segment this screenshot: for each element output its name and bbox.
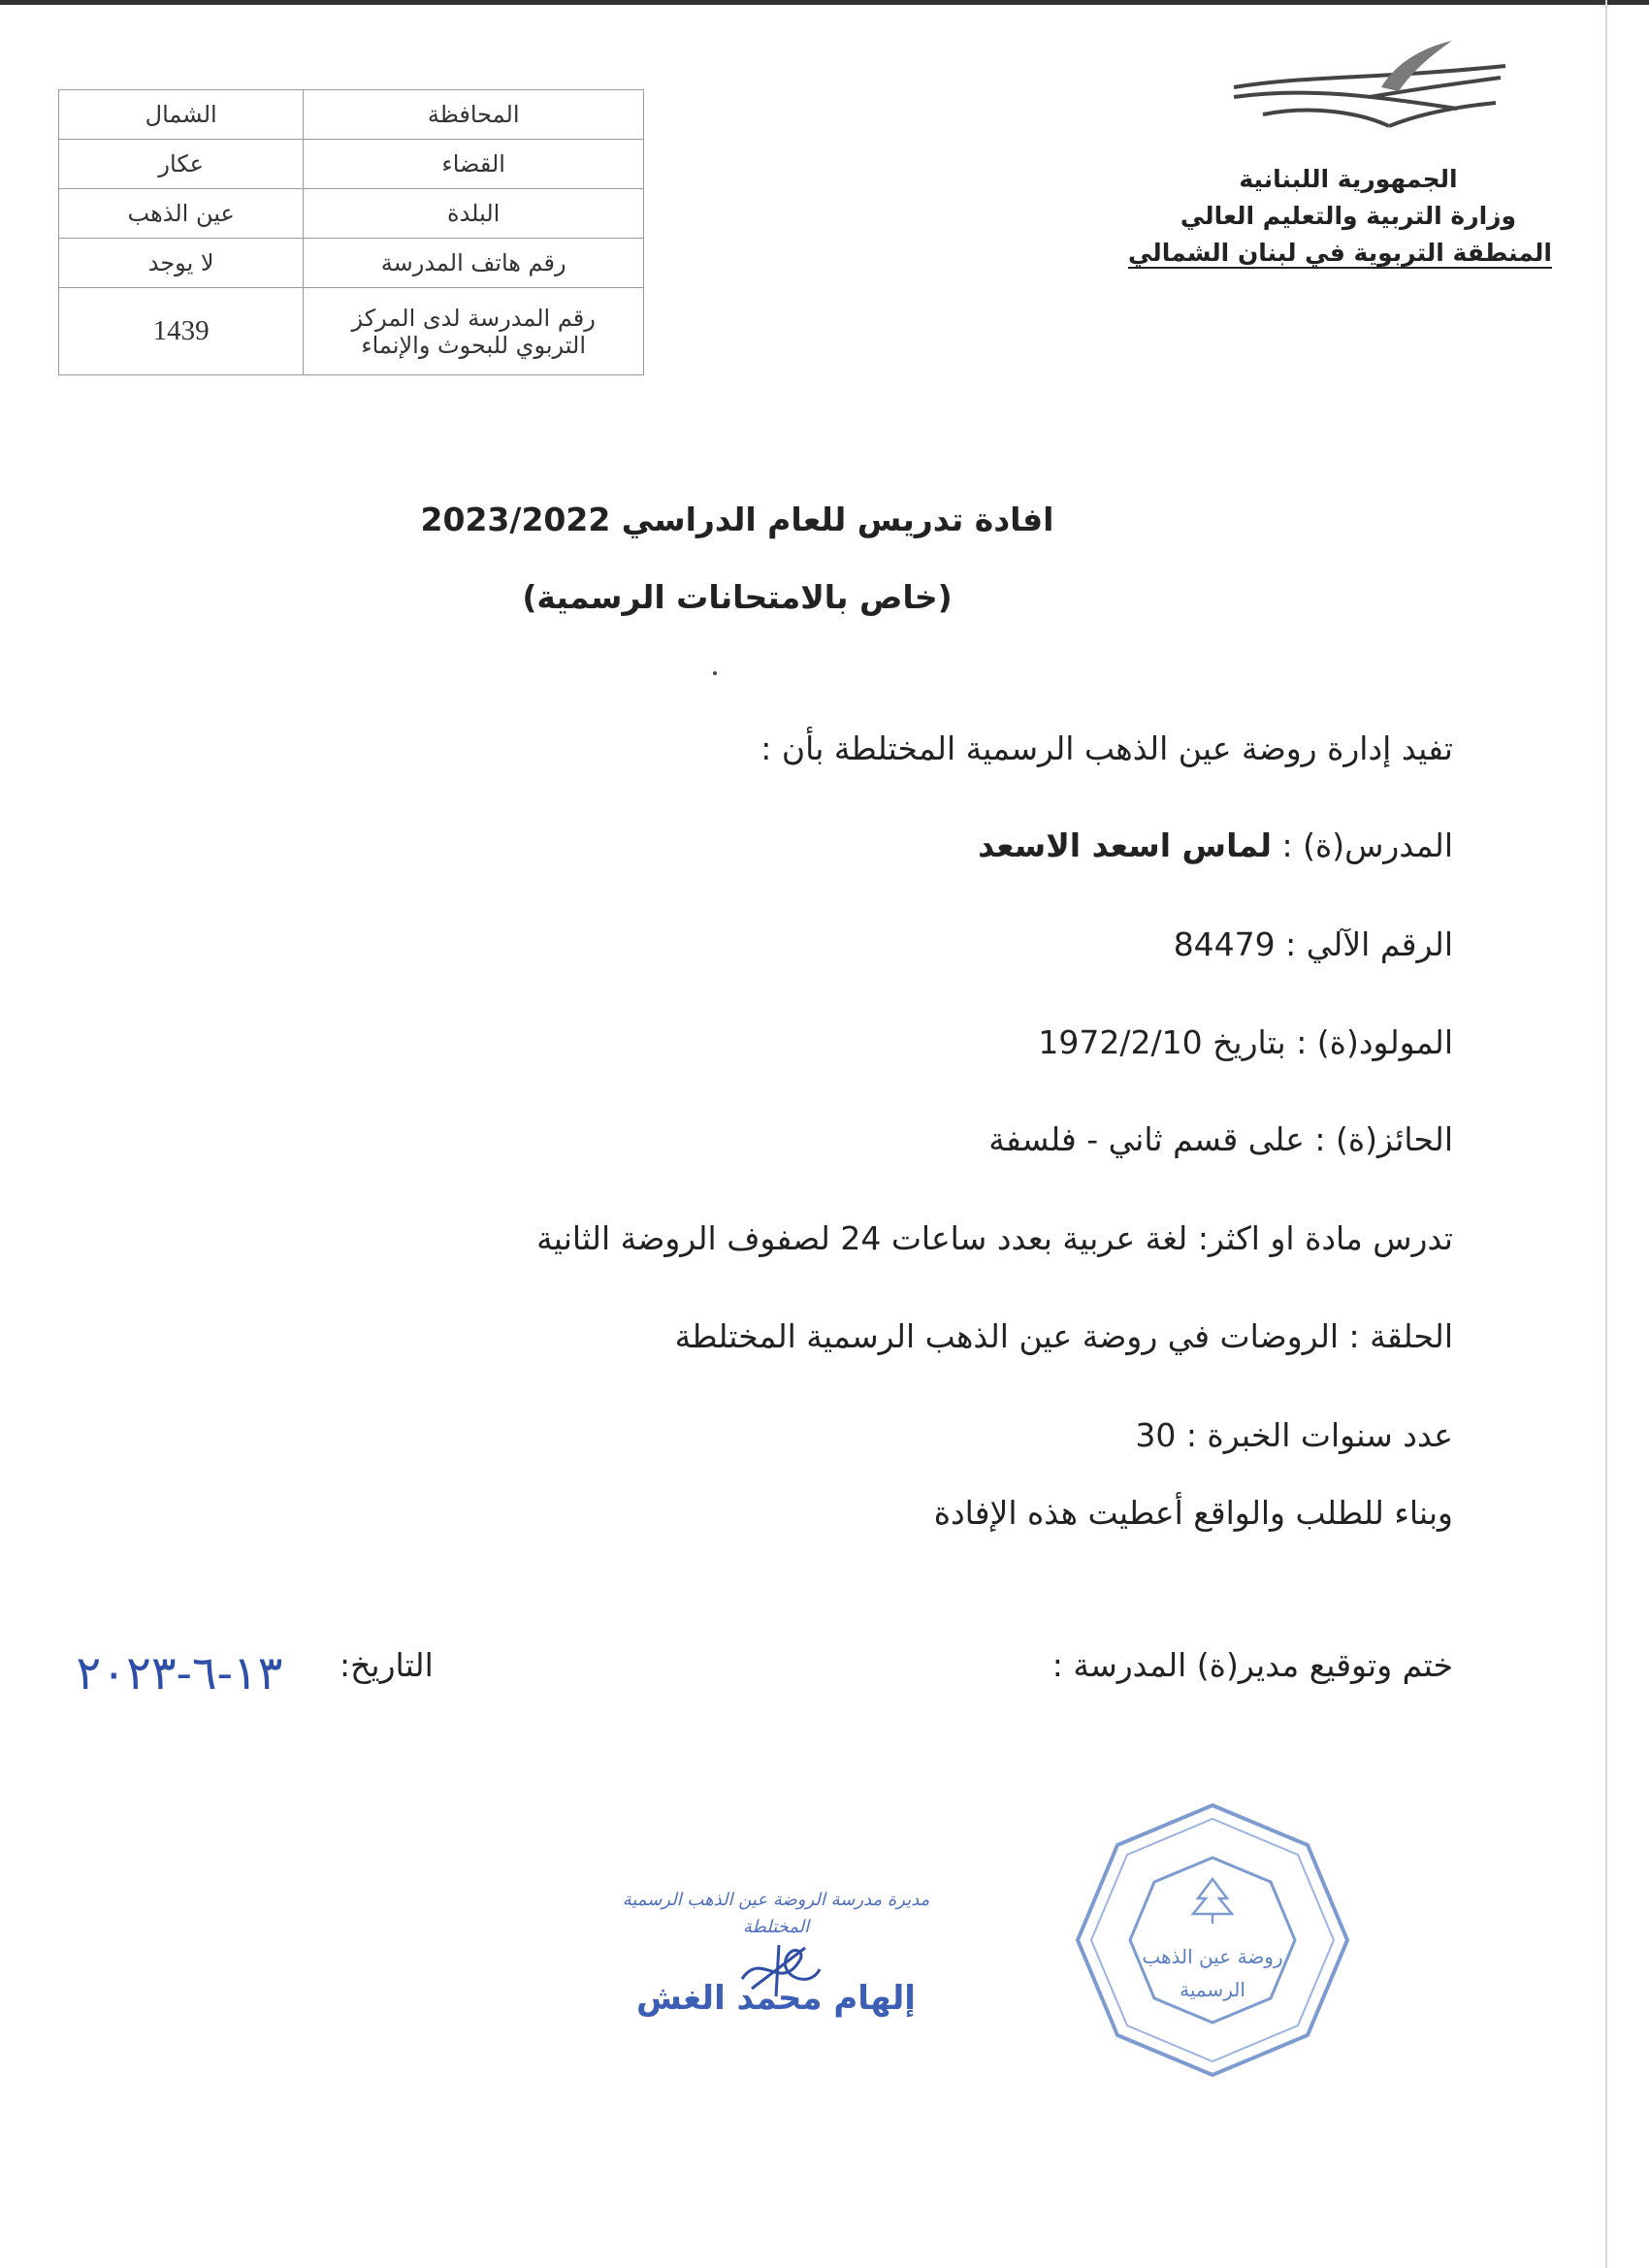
school-phone-value: لا يوجد	[59, 239, 304, 288]
table-row	[59, 140, 644, 189]
republic-name: الجمهورية اللبنانية	[1239, 165, 1458, 193]
experience-label: عدد سنوات الخبرة :	[1185, 1416, 1453, 1454]
teacher-name: لماس اسعد الاسعد	[978, 826, 1272, 864]
handwritten-date: ١٣-٦-٢٠٢٣	[76, 1646, 283, 1701]
governorate-value: الشمال	[59, 90, 304, 140]
principal-name: إلهام محمد الغش	[636, 1979, 916, 2018]
stamp-center-text	[1130, 1940, 1295, 2006]
table-row	[59, 189, 644, 239]
stray-dot	[713, 671, 717, 675]
scan-right-edge	[1605, 0, 1607, 2268]
subject-line: تدرس مادة او اكثر: لغة عربية بعدد ساعات 24 لصفوف الروضة الثانية	[536, 1219, 1453, 1257]
table-row	[59, 239, 644, 288]
ministry-name: وزارة التربية والتعليم العالي	[1180, 202, 1517, 230]
school-number-label-line2: التربوي للبحوث والإنماء	[361, 331, 586, 359]
birth-label: المولود(ة) : بتاريخ	[1212, 1023, 1453, 1061]
school-info-table	[58, 89, 644, 375]
town-label: البلدة	[304, 189, 644, 239]
closing-line: وبناء للطلب والواقع أعطيت هذه الإفادة	[933, 1494, 1453, 1532]
cedar-icon	[1193, 1879, 1232, 1924]
teacher-label: المدرس(ة) :	[1281, 826, 1453, 864]
signature-label: ختم وتوقيع مدير(ة) المدرسة :	[1051, 1646, 1453, 1684]
table-row	[59, 288, 644, 375]
document-subtitle: (خاص بالامتحانات الرسمية)	[522, 578, 953, 616]
scan-top-edge	[0, 0, 1649, 5]
intro-line: تفيد إدارة روضة عين الذهب الرسمية المختلطة بأن :	[760, 729, 1453, 767]
auto-number-value: 84479	[1173, 925, 1276, 963]
date-label: التاريخ:	[340, 1646, 434, 1684]
school-number-label	[304, 288, 644, 375]
region-name: المنطقة التربوية في لبنان الشمالي	[1128, 239, 1552, 267]
teacher-line	[978, 826, 1453, 864]
principal-title	[601, 1887, 951, 1941]
birth-date: 1972/2/10	[1038, 1023, 1203, 1061]
auto-number-line	[1174, 925, 1453, 963]
date-field	[29, 1642, 456, 1710]
table-row	[59, 90, 644, 140]
birth-line	[1038, 1023, 1453, 1061]
principal-title-line1: مديرة مدرسة الروضة عين الذهب الرسمية	[622, 1890, 930, 1910]
experience-value: 30	[1135, 1416, 1177, 1454]
principal-title-line2: المختلطة	[742, 1917, 810, 1937]
school-number-label-line1: رقم المدرسة لدى المركز	[351, 304, 596, 332]
town-value: عين الذهب	[59, 189, 304, 239]
stamp-line1: روضة عين الذهب	[1142, 1945, 1283, 1968]
holder-line: الحائز(ة) : على قسم ثاني - فلسفة	[988, 1120, 1453, 1158]
cycle-line: الحلقة : الروضات في روضة عين الذهب الرسمية المختلطة	[674, 1317, 1453, 1355]
ministry-header	[1128, 161, 1552, 272]
experience-line	[1135, 1416, 1453, 1454]
school-number-value: 1439	[59, 288, 304, 375]
district-label: القضاء	[304, 140, 644, 189]
auto-number-label: الرقم الآلي :	[1285, 925, 1453, 963]
district-value: عكار	[59, 140, 304, 189]
ministry-book-logo	[1224, 37, 1515, 144]
governorate-label: المحافظة	[304, 90, 644, 140]
stamp-line2: الرسمية	[1180, 1978, 1245, 2001]
school-phone-label: رقم هاتف المدرسة	[304, 239, 644, 288]
document-title: افادة تدريس للعام الدراسي 2023/2022	[420, 501, 1054, 538]
